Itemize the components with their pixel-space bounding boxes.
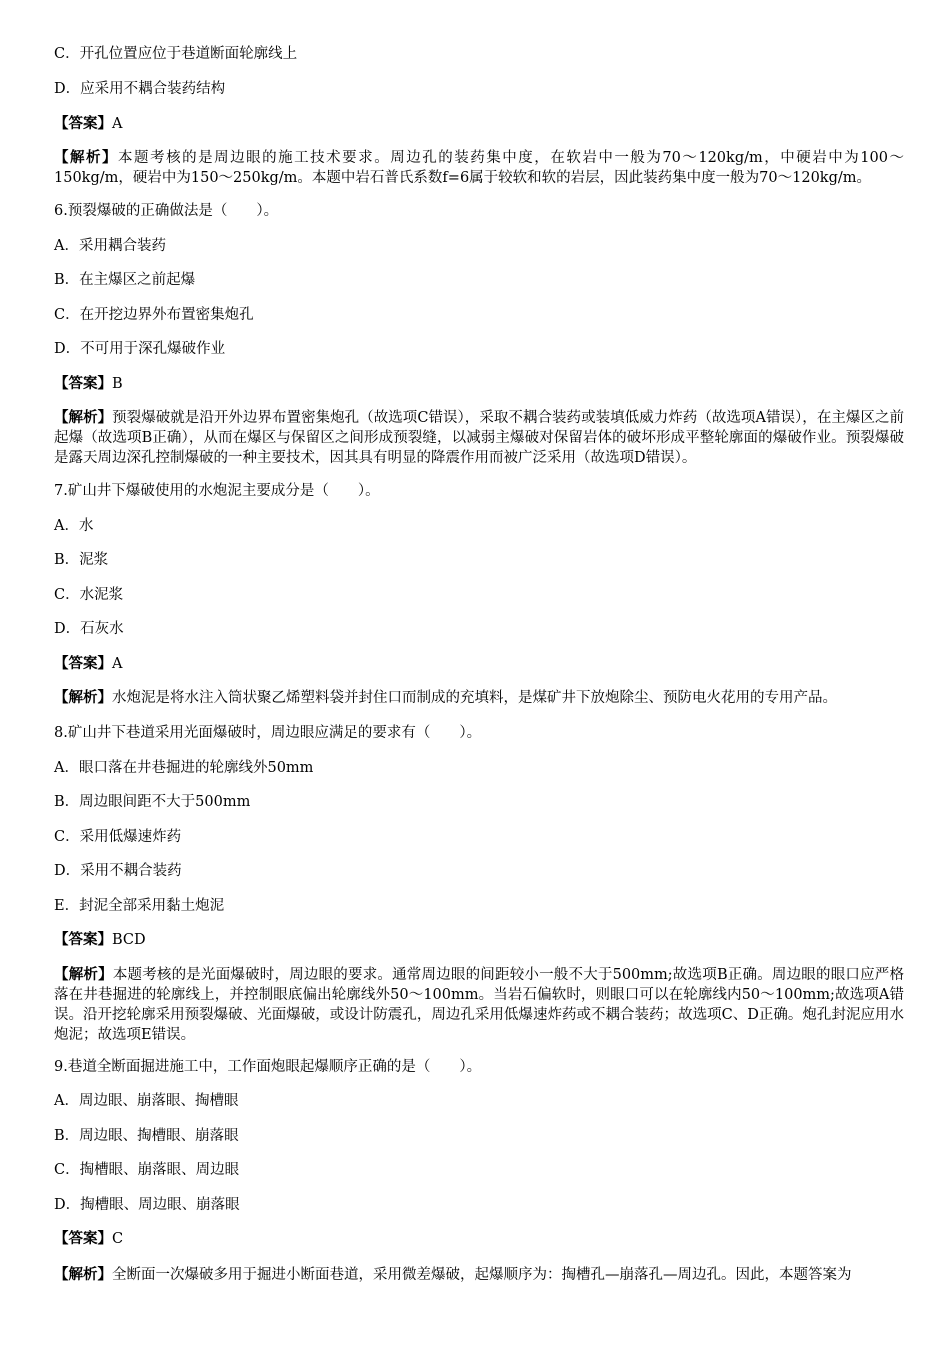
option-a: A．水	[54, 518, 94, 534]
analysis-text: 全断面一次爆破多用于掘进小断面巷道，采用微差爆破，起爆顺序为：掏槽孔—崩落孔—周边孔。因此，本题答案为	[112, 1267, 852, 1283]
option-a: A．周边眼、崩落眼、掏槽眼	[54, 1093, 239, 1109]
option-b: B．周边眼间距不大于500mm	[54, 794, 251, 810]
option-b: B．周边眼、掏槽眼、崩落眼	[54, 1128, 239, 1144]
option-d: D．采用不耦合装药	[54, 863, 182, 879]
answer-value: C	[112, 1231, 124, 1247]
analysis-text: 预裂爆破就是沿开外边界布置密集炮孔（故选项C错误），采取不耦合装药或装填低威力炸药（故选项A错误），在主爆区之前起爆（故选项B正确），从而在爆区与保留区之间形成预裂缝，以减弱主爆破对保留岩体的破坏形成平整轮廓面的爆破作业。预裂爆破是露天周边深孔控制爆破的一种主要技术，因其具有明显的降震作用而被广泛采用（故选项D错误）。	[54, 410, 905, 466]
answer	[54, 114, 904, 134]
option-c: C．采用低爆速炸药	[54, 829, 182, 845]
option-c: C．在开挖边界外布置密集炮孔	[54, 307, 254, 323]
answer-tag: 【答案】	[54, 375, 112, 392]
answer-value: BCD	[112, 932, 146, 948]
answer-tag: 【答案】	[54, 115, 112, 132]
option-a: A．眼口落在井巷掘进的轮廓线外50mm	[54, 760, 314, 776]
option-a: A．采用耦合装药	[54, 238, 166, 254]
option-c: C．水泥浆	[54, 587, 124, 603]
question-7: 7.矿山井下爆破使用的水炮泥主要成分是（ ）。	[54, 483, 380, 499]
option-d: D．掏槽眼、周边眼、崩落眼	[54, 1197, 240, 1213]
option-d: D．应采用不耦合装药结构	[54, 81, 226, 97]
analysis-text: 本题考核的是光面爆破时，周边眼的要求。通常周边眼的间距较小一般不大于500mm;故选项B正确。周边眼的眼口应严格落在井巷掘进的轮廓线上，并控制眼底偏出轮廓线外50～100mm。当岩石偏软时，则眼口可以在轮廓线内50～100mm;故选项A错误。沿开挖轮廓采用预裂爆破、光面爆破，或设计防震孔，周边孔采用低爆速炸药或不耦合装药；故选项C、D正确。炮孔封泥应用水炮泥；故选项E错误。	[54, 967, 905, 1043]
answer-tag: 【答案】	[54, 655, 112, 672]
question-9: 9.巷道全断面掘进施工中，工作面炮眼起爆顺序正确的是（ ）。	[54, 1059, 482, 1075]
answer	[54, 930, 904, 950]
option-d: D．石灰水	[54, 621, 124, 637]
option-b: B．泥浆	[54, 552, 109, 568]
answer-value: A	[112, 116, 123, 132]
option-e: E．封泥全部采用黏土炮泥	[54, 898, 225, 914]
answer	[54, 374, 904, 394]
analysis-tag: 【解析】	[54, 149, 119, 166]
analysis-tag: 【解析】	[54, 409, 113, 426]
answer	[54, 1229, 904, 1249]
analysis	[54, 688, 904, 708]
analysis	[54, 965, 904, 1045]
question-8: 8.矿山井下巷道采用光面爆破时，周边眼应满足的要求有（ ）。	[54, 725, 482, 741]
answer-value: A	[112, 656, 123, 672]
answer-tag: 【答案】	[54, 931, 112, 948]
analysis	[54, 1265, 904, 1285]
analysis-tag: 【解析】	[54, 966, 113, 983]
analysis-tag: 【解析】	[54, 689, 112, 706]
analysis-tag: 【解析】	[54, 1266, 112, 1283]
option-c: C．掏槽眼、崩落眼、周边眼	[54, 1162, 240, 1178]
answer-value: B	[112, 376, 123, 392]
analysis	[54, 408, 904, 468]
analysis-text: 本题考核的是周边眼的施工技术要求。周边孔的装药集中度，在软岩中一般为70～120kg/m，中硬岩中为100～150kg/m，硬岩中为150～250kg/m。本题中岩石普氏系数f=6属于较软和软的岩层，因此装药集中度一般为70～120kg/m。	[54, 150, 904, 186]
analysis	[54, 148, 904, 188]
option-b: B．在主爆区之前起爆	[54, 272, 196, 288]
option-c: C．开孔位置应位于巷道断面轮廓线上	[54, 46, 298, 62]
answer-tag: 【答案】	[54, 1230, 112, 1247]
analysis-text: 水炮泥是将水注入筒状聚乙烯塑料袋并封住口而制成的充填料，是煤矿井下放炮除尘、预防电火花用的专用产品。	[112, 690, 837, 706]
question-6: 6.预裂爆破的正确做法是（ ）。	[54, 203, 279, 219]
answer	[54, 654, 904, 674]
option-d: D．不可用于深孔爆破作业	[54, 341, 226, 357]
